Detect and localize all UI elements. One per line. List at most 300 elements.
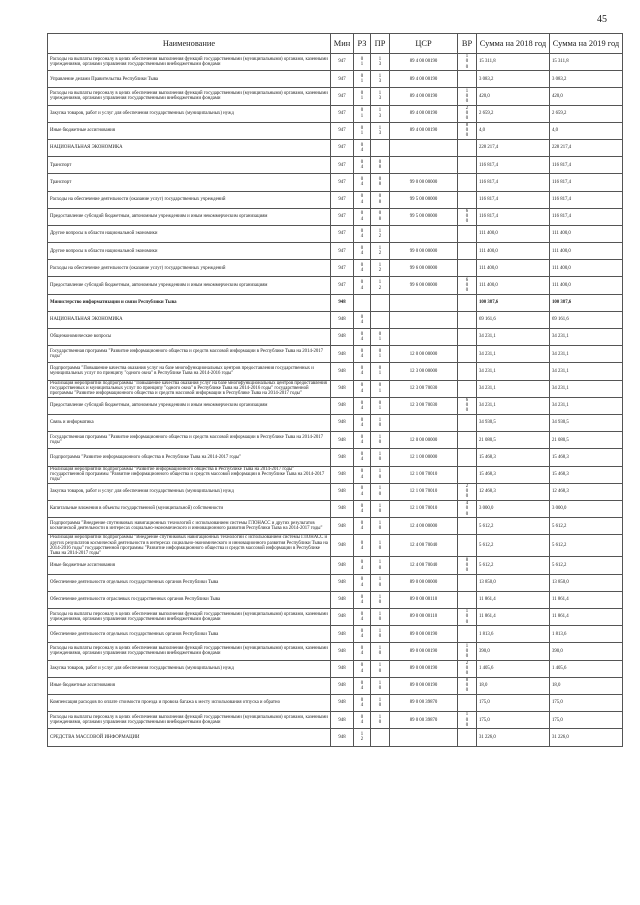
row-pr: 1 0 [371, 466, 390, 483]
row-rz: 0 4 [354, 380, 371, 397]
row-csr: 12 3 00 70030 [390, 397, 458, 414]
row-sum-2018: 5 612,2 [477, 518, 550, 535]
row-rz: 0 1 [354, 54, 371, 71]
col-header-name: Наименование [48, 34, 331, 54]
row-vr: 1 0 0 [458, 609, 477, 626]
table-row [48, 243, 623, 260]
row-rz: 0 4 [354, 432, 371, 449]
row-min: 948 [331, 535, 354, 557]
row-rz: 0 4 [354, 260, 371, 277]
row-pr: 1 3 [371, 54, 390, 71]
row-sum-2018: 34 231,1 [477, 346, 550, 363]
row-min: 948 [331, 346, 354, 363]
row-csr: 89 0 00 00110 [390, 609, 458, 626]
row-rz: 0 4 [354, 414, 371, 431]
row-vr [458, 71, 477, 88]
table-row [48, 557, 623, 574]
table-row [48, 414, 623, 431]
row-sum-2019: 228 217,4 [550, 139, 623, 156]
row-sum-2018: 34 231,1 [477, 363, 550, 380]
row-sum-2018: 12 468,3 [477, 483, 550, 500]
row-csr: 12 0 00 00000 [390, 432, 458, 449]
row-min: 947 [331, 122, 354, 139]
row-pr: 1 0 [371, 660, 390, 677]
table-row [48, 729, 623, 746]
row-vr: 4 0 0 [458, 500, 477, 517]
row-name: Реализация мероприятий подпрограммы "Повышение качества оказания услуг на базе многофункциональных центров предоставления государственных и муниципальных услуг по принципу "одного окна" в Республике Тыва на 2014-2016 годы" государственной программы "Развитие информационного общества и средств массовой информации в Республике Тыва на 2014-2017 годы" [48, 380, 331, 397]
row-vr: 1 0 0 [458, 643, 477, 660]
row-sum-2018: 3 000,0 [477, 500, 550, 517]
row-sum-2018: 116 817,4 [477, 174, 550, 191]
row-pr: 1 0 [371, 518, 390, 535]
row-pr: 1 0 [371, 535, 390, 557]
row-sum-2019: 3 000,0 [550, 500, 623, 517]
row-csr: 12 1 00 70010 [390, 483, 458, 500]
row-name: Подпрограмма "Развитие информационного общества в Республике Тыва на 2014-2017 годы" [48, 449, 331, 466]
table-row [48, 260, 623, 277]
row-min: 948 [331, 557, 354, 574]
table-row [48, 483, 623, 500]
row-pr [371, 311, 390, 328]
table-row [48, 225, 623, 242]
row-vr: 1 0 0 [458, 88, 477, 105]
row-vr: 6 0 0 [458, 277, 477, 294]
table-row [48, 294, 623, 311]
row-sum-2019: 390,0 [550, 643, 623, 660]
row-sum-2019: 100 387,6 [550, 294, 623, 311]
row-pr: 1 0 [371, 432, 390, 449]
row-sum-2019: 111 400,0 [550, 260, 623, 277]
table-row [48, 105, 623, 122]
row-sum-2019: 1 405,6 [550, 660, 623, 677]
row-sum-2018: 15 311,8 [477, 54, 550, 71]
row-name: Подпрограмма "Повышение качества оказания услуг на базе многофункциональных центров предоставления государственных и муниципальных услуг по принципу "одного окна" в Республике Тыва на 2014-2016 годы" [48, 363, 331, 380]
row-name: Закупка товаров, работ и услуг для обеспечения государственных (муниципальных) нужд [48, 660, 331, 677]
row-csr: 12 3 00 70030 [390, 380, 458, 397]
row-sum-2019: 34 231,1 [550, 329, 623, 346]
row-vr [458, 591, 477, 608]
row-name: Предоставление субсидий бюджетным, автономным учреждениям и иным некоммерческим организациям [48, 397, 331, 414]
row-sum-2019: 116 817,4 [550, 191, 623, 208]
table-row [48, 574, 623, 591]
row-csr: 89 0 00 00190 [390, 677, 458, 694]
row-csr: 99 6 00 00000 [390, 277, 458, 294]
row-min: 948 [331, 483, 354, 500]
row-min: 948 [331, 432, 354, 449]
row-pr: 1 0 [371, 609, 390, 626]
row-vr [458, 311, 477, 328]
row-rz: 0 4 [354, 660, 371, 677]
row-sum-2018: 2 659,2 [477, 105, 550, 122]
table-row [48, 174, 623, 191]
row-name: Другие вопросы в области национальной экономики [48, 243, 331, 260]
row-csr: 12 1 00 70010 [390, 466, 458, 483]
row-rz: 0 1 [354, 105, 371, 122]
row-name: Расходы на выплаты персоналу в целях обеспечения выполнения функций государственными (муниципальными) органами, казенными учреждениями, органами управления государственными внебюджетными фондами [48, 609, 331, 626]
table-row [48, 122, 623, 139]
row-min: 948 [331, 660, 354, 677]
row-min: 948 [331, 694, 354, 711]
row-sum-2018: 4,0 [477, 122, 550, 139]
row-pr [371, 294, 390, 311]
row-min: 947 [331, 225, 354, 242]
row-csr: 99 6 00 00000 [390, 260, 458, 277]
row-pr: 0 8 [371, 208, 390, 225]
row-pr: 1 2 [371, 243, 390, 260]
row-sum-2019: 116 817,4 [550, 157, 623, 174]
row-rz: 0 4 [354, 397, 371, 414]
row-min: 948 [331, 294, 354, 311]
row-rz: 0 4 [354, 157, 371, 174]
row-vr [458, 191, 477, 208]
row-pr: 1 0 [371, 626, 390, 643]
row-pr: 0 1 [371, 363, 390, 380]
row-sum-2018: 31 226,0 [477, 729, 550, 746]
row-pr: 1 2 [371, 225, 390, 242]
row-vr [458, 243, 477, 260]
row-rz: 0 4 [354, 643, 371, 660]
row-vr [458, 432, 477, 449]
table-row [48, 500, 623, 517]
row-min: 947 [331, 208, 354, 225]
table-row [48, 329, 623, 346]
row-sum-2018: 175,0 [477, 712, 550, 729]
row-name: Обеспечение деятельности отраслевых государственных органов Республики Тыва [48, 591, 331, 608]
table-row [48, 363, 623, 380]
table-row [48, 277, 623, 294]
row-rz: 0 4 [354, 500, 371, 517]
row-min: 947 [331, 243, 354, 260]
row-vr: 8 0 0 [458, 557, 477, 574]
row-rz: 0 4 [354, 694, 371, 711]
row-pr: 1 0 [371, 414, 390, 431]
row-sum-2019: 18,0 [550, 677, 623, 694]
table-row [48, 54, 623, 71]
row-pr: 0 8 [371, 191, 390, 208]
row-name: Предоставление субсидий бюджетным, автономным учреждениям и иным некоммерческим организациям [48, 277, 331, 294]
row-rz: 0 4 [354, 139, 371, 156]
row-vr [458, 363, 477, 380]
row-sum-2018: 111 400,0 [477, 260, 550, 277]
row-name: Расходы на выплаты персоналу в целях обеспечения выполнения функций государственными (муниципальными) органами, казенными учреждениями, органами управления государственными внебюджетными фондами [48, 88, 331, 105]
col-header-vr: ВР [458, 34, 477, 54]
row-name: Расходы на выплаты персоналу в целях обеспечения выполнения функций государственными (муниципальными) органами, казенными учреждениями, органами управления государственными внебюджетными фондами [48, 712, 331, 729]
row-min: 948 [331, 518, 354, 535]
table-row [48, 449, 623, 466]
row-rz: 0 4 [354, 609, 371, 626]
row-min: 948 [331, 500, 354, 517]
row-sum-2018: 15 468,3 [477, 466, 550, 483]
row-sum-2019: 3 083,2 [550, 71, 623, 88]
table-row [48, 591, 623, 608]
row-csr: 12 4 00 70040 [390, 557, 458, 574]
row-sum-2019: 1 813,6 [550, 626, 623, 643]
row-vr [458, 174, 477, 191]
table-row [48, 677, 623, 694]
row-pr: 0 8 [371, 174, 390, 191]
row-sum-2019: 15 311,8 [550, 54, 623, 71]
col-header-min: Мин [331, 34, 354, 54]
table-row [48, 466, 623, 483]
row-name: Расходы на обеспечение деятельности (оказание услуг) государственных учреждений [48, 260, 331, 277]
row-sum-2019: 5 612,2 [550, 518, 623, 535]
col-header-sum-2018: Сумма на 2018 год [477, 34, 550, 54]
row-csr: 99 5 00 00000 [390, 208, 458, 225]
row-vr: 6 0 0 [458, 397, 477, 414]
row-sum-2019: 34 231,1 [550, 363, 623, 380]
row-min: 947 [331, 174, 354, 191]
row-vr: 8 0 0 [458, 122, 477, 139]
row-rz: 0 4 [354, 626, 371, 643]
row-vr [458, 225, 477, 242]
row-pr: 1 0 [371, 677, 390, 694]
row-min: 947 [331, 157, 354, 174]
row-csr [390, 311, 458, 328]
row-rz: 0 4 [354, 174, 371, 191]
row-csr: 12 1 00 00000 [390, 449, 458, 466]
row-csr: 89 0 00 39870 [390, 694, 458, 711]
row-csr: 99 5 00 00000 [390, 191, 458, 208]
row-sum-2019: 11 861,4 [550, 591, 623, 608]
row-vr: 2 0 0 [458, 660, 477, 677]
row-sum-2019: 420,0 [550, 88, 623, 105]
row-rz: 0 4 [354, 311, 371, 328]
table-row [48, 626, 623, 643]
row-sum-2018: 100 387,6 [477, 294, 550, 311]
row-vr [458, 729, 477, 746]
row-vr [458, 139, 477, 156]
row-name: Предоставление субсидий бюджетным, автономным учреждениям и иным некоммерческим организациям [48, 208, 331, 225]
table-header [48, 34, 623, 54]
row-vr [458, 260, 477, 277]
table-row [48, 71, 623, 88]
row-min: 948 [331, 311, 354, 328]
row-csr: 89 4 00 00190 [390, 71, 458, 88]
row-vr [458, 574, 477, 591]
row-rz: 0 4 [354, 225, 371, 242]
row-sum-2018: 228 217,4 [477, 139, 550, 156]
row-pr: 1 0 [371, 694, 390, 711]
row-min: 947 [331, 71, 354, 88]
row-sum-2019: 12 468,3 [550, 483, 623, 500]
row-pr: 1 2 [371, 277, 390, 294]
row-sum-2019: 116 817,4 [550, 208, 623, 225]
row-sum-2018: 175,0 [477, 694, 550, 711]
row-csr: 89 4 00 00190 [390, 122, 458, 139]
row-rz: 0 4 [354, 712, 371, 729]
table-row [48, 191, 623, 208]
row-min: 948 [331, 397, 354, 414]
row-pr: 0 8 [371, 157, 390, 174]
row-pr: 1 3 [371, 122, 390, 139]
row-name: Министерство информатизации и связи Республики Тыва [48, 294, 331, 311]
row-rz: 0 4 [354, 677, 371, 694]
row-sum-2018: 69 161,6 [477, 311, 550, 328]
row-sum-2018: 11 861,4 [477, 591, 550, 608]
row-name: Расходы на выплаты персоналу в целях обеспечения выполнения функций государственными (муниципальными) органами, казенными учреждениями, органами управления государственными внебюджетными фондами [48, 54, 331, 71]
table-row [48, 157, 623, 174]
row-name: Реализация мероприятий подпрограммы "Внедрение спутниковых навигационных технологий с использованием системы ГЛОНАСС и других результатов космической деятельности в интересах социально-экономического и инновационного развития Республики Тыва на 2014-2016 годы" государственной программы "Развитие информационного общества и средств массовой информации в Республике Тыва на 2014-2017 годы" [48, 535, 331, 557]
row-csr: 89 0 00 00000 [390, 574, 458, 591]
row-name: Государственная программа "Развитие информационного общества и средств массовой информации в Республике Тыва на 2014-2017 годы" [48, 346, 331, 363]
row-csr [390, 329, 458, 346]
row-csr: 89 4 00 00190 [390, 88, 458, 105]
row-sum-2018: 420,0 [477, 88, 550, 105]
row-csr: 99 0 00 00000 [390, 243, 458, 260]
row-vr [458, 414, 477, 431]
row-csr: 12 1 00 70010 [390, 500, 458, 517]
row-name: Расходы на выплаты персоналу в целях обеспечения выполнения функций государственными (муниципальными) органами, казенными учреждениями, органами управления государственными внебюджетными фондами [48, 643, 331, 660]
row-pr: 1 3 [371, 71, 390, 88]
row-pr: 1 3 [371, 105, 390, 122]
row-pr: 0 1 [371, 346, 390, 363]
row-sum-2018: 15 468,3 [477, 449, 550, 466]
row-min: 948 [331, 414, 354, 431]
row-sum-2018: 3 083,2 [477, 71, 550, 88]
row-vr [458, 626, 477, 643]
table-row [48, 88, 623, 105]
row-csr: 99 0 00 00000 [390, 174, 458, 191]
row-csr: 89 0 00 00190 [390, 626, 458, 643]
row-pr: 1 3 [371, 88, 390, 105]
row-csr: 89 0 00 00190 [390, 660, 458, 677]
row-csr: 89 0 00 39870 [390, 712, 458, 729]
row-name: Капитальные вложения в объекты государственной (муниципальной) собственности [48, 500, 331, 517]
row-name: Связь и информатика [48, 414, 331, 431]
row-pr: 1 0 [371, 483, 390, 500]
row-csr: 89 0 00 00190 [390, 643, 458, 660]
table-row [48, 535, 623, 557]
row-name: Компенсация расходов по оплате стоимости проезда и провоза багажа к месту использования отпуска и обратно [48, 694, 331, 711]
row-min: 947 [331, 139, 354, 156]
row-sum-2019: 34 231,1 [550, 346, 623, 363]
row-sum-2019: 13 850,0 [550, 574, 623, 591]
row-rz: 0 1 [354, 122, 371, 139]
row-sum-2018: 34 231,1 [477, 329, 550, 346]
row-name: Государственная программа "Развитие информационного общества и средств массовой информации в Республике Тыва на 2014-2017 годы" [48, 432, 331, 449]
row-sum-2019: 175,0 [550, 712, 623, 729]
row-min: 948 [331, 609, 354, 626]
row-vr [458, 518, 477, 535]
row-pr: 1 0 [371, 500, 390, 517]
table-row [48, 643, 623, 660]
row-sum-2019: 34 231,1 [550, 380, 623, 397]
row-sum-2019: 111 400,0 [550, 225, 623, 242]
row-sum-2018: 34 231,1 [477, 397, 550, 414]
row-name: Другие вопросы в области национальной экономики [48, 225, 331, 242]
table-row [48, 311, 623, 328]
row-sum-2018: 21 080,5 [477, 432, 550, 449]
row-sum-2019: 11 861,4 [550, 609, 623, 626]
row-sum-2018: 111 400,0 [477, 243, 550, 260]
table-row [48, 660, 623, 677]
row-rz: 0 4 [354, 346, 371, 363]
row-sum-2019: 111 400,0 [550, 277, 623, 294]
row-pr: 1 0 [371, 643, 390, 660]
row-csr [390, 225, 458, 242]
row-csr: 89 0 00 00110 [390, 591, 458, 608]
table-row [48, 208, 623, 225]
col-header-rz: РЗ [354, 34, 371, 54]
row-min: 948 [331, 712, 354, 729]
row-sum-2018: 34 930,5 [477, 414, 550, 431]
row-pr: 0 1 [371, 380, 390, 397]
row-rz: 0 4 [354, 191, 371, 208]
row-sum-2018: 1 813,6 [477, 626, 550, 643]
row-vr: 1 0 0 [458, 54, 477, 71]
row-pr: 0 1 [371, 329, 390, 346]
row-sum-2019: 175,0 [550, 694, 623, 711]
row-name: НАЦИОНАЛЬНАЯ ЭКОНОМИКА [48, 139, 331, 156]
row-rz: 0 4 [354, 591, 371, 608]
row-min: 948 [331, 449, 354, 466]
row-name: Обеспечение деятельности отдельных государственных органов Республики Тыва [48, 626, 331, 643]
row-rz: 0 4 [354, 243, 371, 260]
row-vr [458, 294, 477, 311]
row-vr [458, 535, 477, 557]
row-vr [458, 694, 477, 711]
table-row [48, 694, 623, 711]
row-min: 948 [331, 643, 354, 660]
col-header-sum-2019: Сумма на 2019 год [550, 34, 623, 54]
row-pr: 1 0 [371, 449, 390, 466]
row-vr: 1 0 0 [458, 712, 477, 729]
row-name: СРЕДСТВА МАССОВОЙ ИНФОРМАЦИИ [48, 729, 331, 746]
row-sum-2018: 111 400,0 [477, 277, 550, 294]
row-rz: 0 4 [354, 329, 371, 346]
row-sum-2018: 116 817,4 [477, 191, 550, 208]
row-min: 947 [331, 260, 354, 277]
row-rz: 0 1 [354, 71, 371, 88]
row-sum-2019: 15 468,3 [550, 466, 623, 483]
row-name: Подпрограмма "Внедрение спутниковых навигационных технологий с использованием системы ГЛОНАСС и других результатов космической деятельности в интересах социально-экономического и инновационного развития Республики Тыва на 2014-2017 годы" [48, 518, 331, 535]
row-vr [458, 449, 477, 466]
row-name: НАЦИОНАЛЬНАЯ ЭКОНОМИКА [48, 311, 331, 328]
row-csr [390, 157, 458, 174]
row-sum-2019: 34 231,1 [550, 397, 623, 414]
row-sum-2019: 69 161,6 [550, 311, 623, 328]
row-name: Иные бюджетные ассигнования [48, 677, 331, 694]
budget-table [47, 33, 623, 747]
row-min: 948 [331, 626, 354, 643]
row-min: 948 [331, 591, 354, 608]
row-name: Закупка товаров, работ и услуг для обеспечения государственных (муниципальных) нужд [48, 483, 331, 500]
row-min: 948 [331, 363, 354, 380]
row-name: Управление делами Правительства Республики Тыва [48, 71, 331, 88]
row-sum-2018: 111 400,0 [477, 225, 550, 242]
row-sum-2018: 5 612,2 [477, 557, 550, 574]
table-row [48, 139, 623, 156]
row-rz: 0 4 [354, 466, 371, 483]
table-row [48, 432, 623, 449]
row-min: 948 [331, 380, 354, 397]
row-sum-2019: 4,0 [550, 122, 623, 139]
row-rz: 0 4 [354, 535, 371, 557]
row-min: 948 [331, 574, 354, 591]
row-sum-2018: 116 817,4 [477, 157, 550, 174]
row-rz: 0 4 [354, 363, 371, 380]
row-name: Закупка товаров, работ и услуг для обеспечения государственных (муниципальных) нужд [48, 105, 331, 122]
row-name: Общеэкономические вопросы [48, 329, 331, 346]
row-sum-2019: 15 468,3 [550, 449, 623, 466]
row-csr [390, 414, 458, 431]
row-rz: 0 4 [354, 483, 371, 500]
row-rz: 0 4 [354, 208, 371, 225]
row-name: Иные бюджетные ассигнования [48, 122, 331, 139]
table-row [48, 609, 623, 626]
row-min: 948 [331, 729, 354, 746]
row-sum-2019: 5 612,2 [550, 535, 623, 557]
